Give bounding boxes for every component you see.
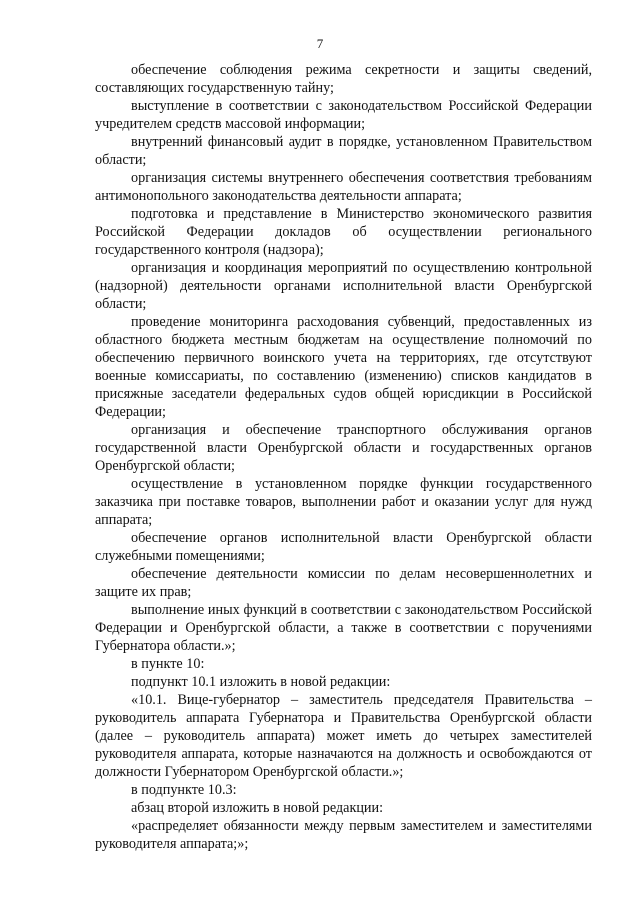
paragraph: абзац второй изложить в новой редакции:	[131, 800, 384, 816]
paragraph: «10.1. Вице-губернатор – заместитель председателя Правительства – руководитель аппарата Губернатора и Правительства Оренбургской области (далее – руководитель аппарата) может иметь до четырех заместителей руководителя аппарата, которые назначаются на должность и освобождаются от должности Губернатором Оренбургской области.»;	[95, 692, 592, 780]
document-body	[95, 61, 592, 853]
paragraph: выполнение иных функций в соответствии с законодательством Российской Федерации и Оренбургской области, а также в соответствии с поручениями Губернатора области.»;	[95, 602, 592, 654]
paragraph: в пункте 10:	[131, 656, 205, 672]
paragraph: организация и обеспечение транспортного обслуживания органов государственной власти Оренбургской области и государственных органов Оренбургской области;	[95, 422, 592, 474]
paragraph: осуществление в установленном порядке функции государственного заказчика при поставке товаров, выполнении работ и оказании услуг для нужд аппарата;	[95, 476, 592, 528]
paragraph: обеспечение деятельности комиссии по делам несовершеннолетних и защите их прав;	[95, 566, 592, 600]
paragraph: в подпункте 10.3:	[131, 782, 237, 798]
paragraph: организация системы внутреннего обеспечения соответствия требованиям антимонопольного законодательства деятельности аппарата;	[95, 170, 592, 204]
paragraph: выступление в соответствии с законодательством Российской Федерации учредителем средств массовой информации;	[95, 98, 592, 132]
paragraph: организация и координация мероприятий по осуществлению контрольной (надзорной) деятельности органами исполнительной власти Оренбургской области;	[95, 260, 592, 312]
paragraph: подготовка и представление в Министерство экономического развития Российской Федерации докладов об осуществлении регионального государственного контроля (надзора);	[95, 206, 592, 258]
paragraph: обеспечение соблюдения режима секретности и защиты сведений, составляющих государственную тайну;	[95, 62, 592, 96]
paragraph: внутренний финансовый аудит в порядке, установленном Правительством области;	[95, 134, 592, 168]
page-number: 7	[316, 36, 324, 51]
paragraph: «распределяет обязанности между первым заместителем и заместителями руководителя аппарата;»;	[95, 818, 592, 852]
paragraph: проведение мониторинга расходования субвенций, предоставленных из областного бюджета местным бюджетам на осуществление полномочий по обеспечению первичного воинского учета на территориях, где отсутствуют военные комиссариаты, по составлению (изменению) списков кандидатов в присяжные заседатели федеральных судов общей юрисдикции в Российской Федерации;	[95, 314, 592, 420]
paragraph: подпункт 10.1 изложить в новой редакции:	[131, 674, 391, 690]
paragraph: обеспечение органов исполнительной власти Оренбургской области служебными помещениями;	[95, 530, 592, 564]
